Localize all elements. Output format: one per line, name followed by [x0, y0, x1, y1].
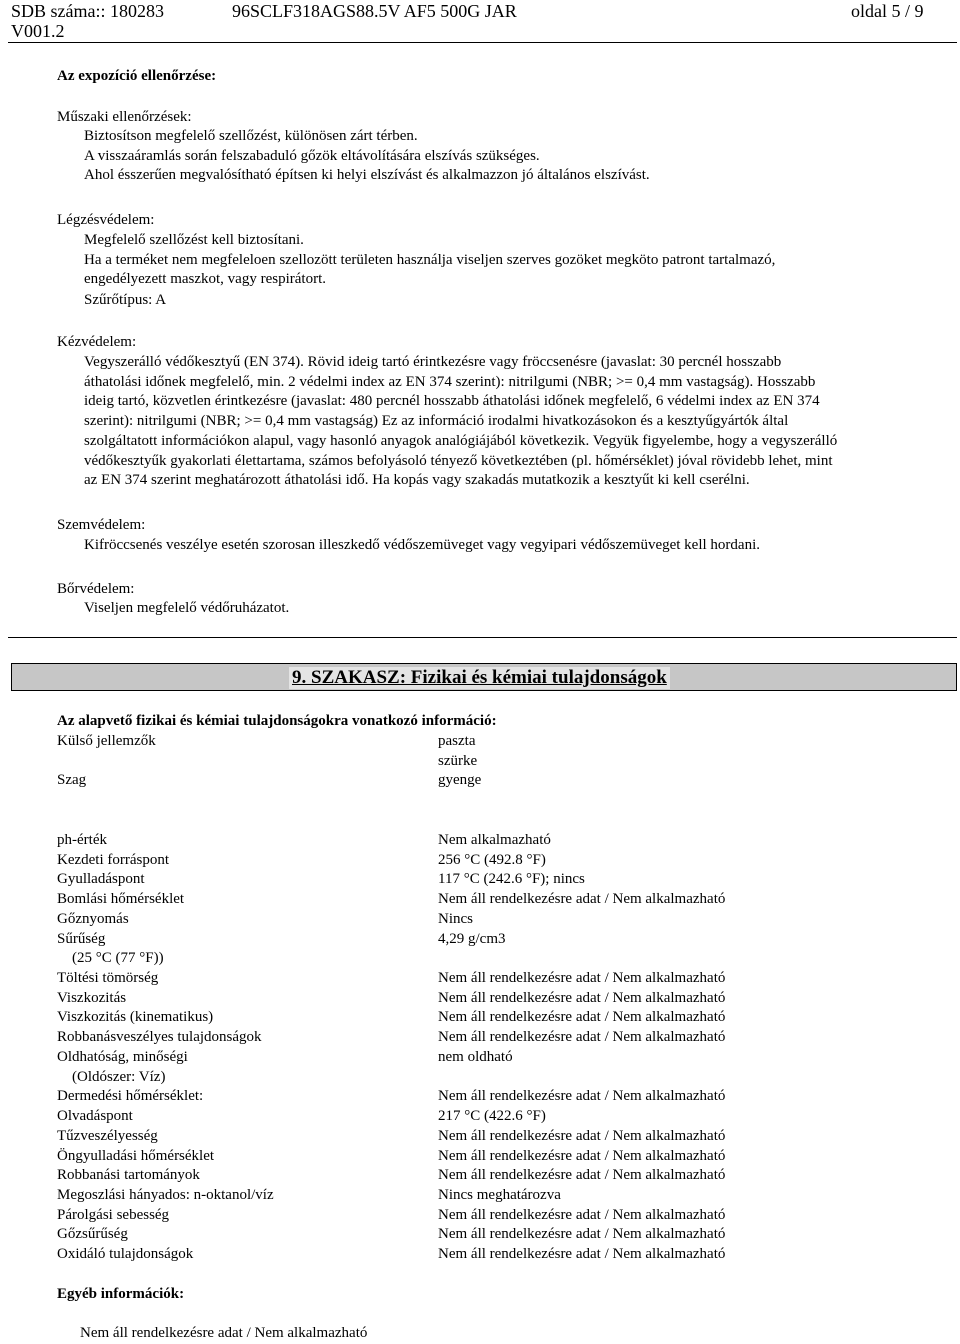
property-value: Nem alkalmazható: [438, 832, 551, 848]
property-value: Nem áll rendelkezésre adat / Nem alkalmazható: [438, 1009, 726, 1025]
other-info-title: Egyéb információk:: [57, 1286, 185, 1302]
hand-line: ideig tartó, közvetlen érintkezésre (javaslat: 480 percnél hosszabb áthatolási időnek megfelelő, 6 védelmi index az EN 374: [84, 393, 820, 409]
hand-line: áthatolási időnek megfelelő, min. 2 védelmi index az EN 374 szerint): nitrilgumi (NBR; >= 0,4 mm vastagság). Hosszabb: [84, 374, 816, 390]
property-value: Nem áll rendelkezésre adat / Nem alkalmazható: [438, 1207, 726, 1223]
property-label: Dermedési hőmérséklet:: [57, 1088, 204, 1104]
hand-line: az EN 374 szerint meghatározott áthatolási idő. Ha kopás vagy szakadás mutatkozik a kesztyűt ki kell cserélni.: [84, 472, 750, 488]
property-value: 117 °C (242.6 °F); nincs: [438, 871, 585, 887]
sds-number: SDB száma:: 180283: [11, 1, 164, 21]
property-value: Nem áll rendelkezésre adat / Nem alkalmazható: [438, 1088, 726, 1104]
property-label: Olvadáspont: [57, 1108, 133, 1124]
property-label: Gyulladáspont: [57, 871, 145, 887]
technical-controls-title: Műszaki ellenőrzések:: [57, 109, 192, 125]
property-label: Öngyulladási hőmérséklet: [57, 1148, 215, 1164]
property-value: 217 °C (422.6 °F): [438, 1108, 546, 1124]
product-code: 96SCLF318AGS88.5V AF5 500G JAR: [232, 1, 517, 21]
appearance-label: Szag: [57, 772, 87, 788]
technical-line: Biztosítson megfelelő szellőzést, különösen zárt térben.: [84, 128, 418, 144]
property-label: Bomlási hőmérséklet: [57, 891, 185, 907]
property-value: Nem áll rendelkezésre adat / Nem alkalmazható: [438, 990, 726, 1006]
exposure-heading: Az expozíció ellenőrzése:: [57, 68, 217, 84]
property-label: Viszkozitás: [57, 990, 127, 1006]
property-label: Robbanásveszélyes tulajdonságok: [57, 1029, 262, 1045]
header-divider: [8, 42, 957, 43]
property-value: nem oldható: [438, 1049, 513, 1065]
eye-protection-text: Kifröccsenés veszélye esetén szorosan illeszkedő védőszemüveget vagy vegyipari védőszemüveget kell hordani.: [84, 537, 760, 553]
property-label: Sűrűség: [57, 931, 106, 947]
property-label: Töltési tömörség: [57, 970, 159, 986]
property-label: Robbanási tartományok: [57, 1167, 200, 1183]
property-value: 256 °C (492.8 °F): [438, 852, 546, 868]
property-label: ph-érték: [57, 832, 107, 848]
property-value: Nem áll rendelkezésre adat / Nem alkalmazható: [438, 1226, 726, 1242]
page-number: oldal 5 / 9: [851, 1, 924, 21]
hand-protection-title: Kézvédelem:: [57, 334, 137, 350]
property-label: Viszkozitás (kinematikus): [57, 1009, 214, 1025]
respiratory-line: Megfelelő szellőzést kell biztosítani.: [84, 232, 304, 248]
appearance-value: paszta: [438, 733, 476, 749]
section-9-title: 9. SZAKASZ: Fizikai és kémiai tulajdonságok: [289, 667, 670, 689]
property-value: Nem áll rendelkezésre adat / Nem alkalmazható: [438, 1246, 726, 1262]
property-label: Kezdeti forráspont: [57, 852, 170, 868]
property-value: Nem áll rendelkezésre adat / Nem alkalmazható: [438, 1128, 726, 1144]
property-label: Megoszlási hányados: n-oktanol/víz: [57, 1187, 274, 1203]
technical-line: A visszaáramlás során felszabaduló gőzök eltávolítására elszívás szükséges.: [84, 148, 540, 164]
property-label: Párolgási sebesség: [57, 1207, 170, 1223]
property-value: Nem áll rendelkezésre adat / Nem alkalmazható: [438, 1167, 726, 1183]
property-value: Nincs: [438, 911, 473, 927]
property-label: Gőznyomás: [57, 911, 129, 927]
property-label: Gőzsűrűség: [57, 1226, 128, 1242]
respiratory-line: engedélyezett maszkot, vagy respirátort.: [84, 271, 326, 287]
respiratory-line: Ha a terméket nem megfeleloen szellozött területen használja viseljen szerves gozöket megköto patront tartalmazó,: [84, 252, 776, 268]
property-value: Nem áll rendelkezésre adat / Nem alkalmazható: [438, 891, 726, 907]
respiratory-title: Légzésvédelem:: [57, 212, 155, 228]
section-9-banner: [11, 663, 957, 691]
other-info-text: Nem áll rendelkezésre adat / Nem alkalmazható: [80, 1325, 368, 1341]
property-label: (Oldószer: Víz): [57, 1069, 166, 1085]
hand-line: Vegyszerálló védőkesztyű (EN 374). Rövid ideig tartó érintkezésre vagy fröccsenésre (javaslat: 30 percnél hosszabb: [84, 354, 782, 370]
section-9-subheading: Az alapvető fizikai és kémiai tulajdonságokra vonatkozó információ:: [57, 713, 497, 729]
section-divider: [8, 637, 957, 638]
appearance-label: Külső jellemzők: [57, 733, 156, 749]
property-value: Nem áll rendelkezésre adat / Nem alkalmazható: [438, 1029, 726, 1045]
version: V001.2: [11, 21, 65, 41]
property-value: Nem áll rendelkezésre adat / Nem alkalmazható: [438, 970, 726, 986]
appearance-value: gyenge: [438, 772, 482, 788]
eye-protection-title: Szemvédelem:: [57, 517, 146, 533]
property-value: Nem áll rendelkezésre adat / Nem alkalmazható: [438, 1148, 726, 1164]
property-label: Oldhatóság, minőségi: [57, 1049, 188, 1065]
technical-line: Ahol ésszerűen megvalósítható építsen ki helyi elszívást és alkalmazzon jó általános elszívást.: [84, 167, 650, 183]
property-value: 4,29 g/cm3: [438, 931, 506, 947]
filter-type: Szűrőtípus: A: [84, 292, 167, 308]
skin-protection-title: Bőrvédelem:: [57, 581, 135, 597]
appearance-value: szürke: [438, 753, 478, 769]
property-value: Nincs meghatározva: [438, 1187, 561, 1203]
property-label: Oxidáló tulajdonságok: [57, 1246, 194, 1262]
property-label: Tűzveszélyesség: [57, 1128, 158, 1144]
skin-protection-text: Viseljen megfelelő védőruházatot.: [84, 600, 290, 616]
property-label: (25 °C (77 °F)): [57, 950, 164, 966]
hand-line: védőkesztyűk gyakorlati élettartama, számos befolyásoló tényező következtében (pl. hőmérséklet) jóval rövidebb lehet, mint: [84, 453, 833, 469]
hand-line: szerint): nitrilgumi (NBR; >= 0,4 mm vastagság) Ez az információ irodalmi hivatkozásokon és a kesztyűgyártók által: [84, 413, 789, 429]
hand-line: szolgáltatott információkon alapul, vagy hasonló anyagok analógiájából következik. Vegyük figyelembe, hogy a vegyszerálló: [84, 433, 838, 449]
